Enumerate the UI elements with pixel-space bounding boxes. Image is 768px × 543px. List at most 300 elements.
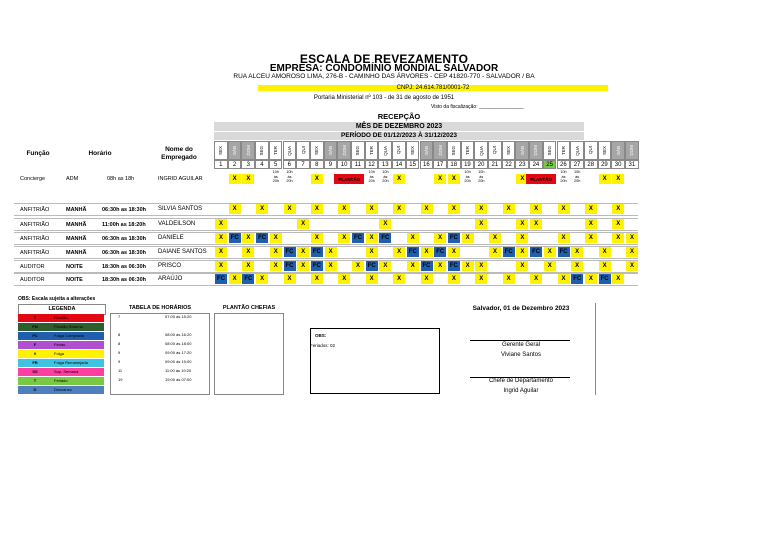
hour-block	[284, 170, 296, 184]
row-horario: 11:00h as 18:20h	[102, 222, 146, 228]
hour-block-line: às	[287, 174, 292, 179]
tabela-code: 8	[118, 332, 121, 337]
day-name: TER	[464, 146, 470, 155]
row-nome: DAIANE SANTOS	[158, 249, 207, 255]
mark-folga: X	[558, 233, 570, 243]
legend-title: LEGENDA	[18, 304, 106, 315]
hour-block-line: 10h	[272, 170, 279, 174]
mark-folga: X	[366, 274, 378, 284]
obs-box	[310, 328, 440, 394]
feriados-note: Feriados: 02	[310, 343, 336, 348]
company-cnpj: CNPJ: 24.614.781/0001-72	[258, 85, 608, 91]
mark-folga: X	[585, 219, 597, 229]
row-turno: MANHÃ	[66, 236, 87, 242]
day-name-cell	[433, 141, 447, 160]
tabela-time: 11:00 às 19:20	[165, 368, 192, 373]
mark-folga-comprada: FC	[436, 249, 445, 255]
mark-folga-comprada: FC	[312, 263, 321, 269]
day-name-cell	[365, 141, 379, 160]
day-name-cell	[557, 141, 571, 160]
legend-label: Feriado	[52, 377, 104, 385]
day-name: DOM	[245, 145, 251, 156]
row-turno: NOITE	[66, 277, 83, 283]
mark-folga: X	[407, 233, 419, 243]
legend-code: FC	[18, 332, 52, 340]
day-number: 6	[283, 160, 297, 169]
signature-role-1: Gerente Geral	[501, 342, 541, 348]
hour-block-line: 10h	[464, 170, 471, 174]
hour-block-line: 20h	[574, 179, 581, 184]
day-name-cell	[324, 141, 338, 160]
day-number: 1	[214, 160, 228, 169]
legend-item	[18, 323, 104, 331]
mark-folga: X	[338, 274, 350, 284]
concierge-funcao: Concierge	[20, 176, 46, 182]
mark-folga: X	[462, 233, 474, 243]
legend-label: Folga Comprada	[52, 332, 104, 340]
mark-folga: X	[229, 174, 241, 184]
mark-folga: X	[612, 204, 624, 214]
legend-label: Folga Remanejada	[52, 359, 104, 367]
day-name-cell	[378, 141, 392, 160]
mark-folga: X	[503, 274, 515, 284]
day-number: 9	[324, 160, 338, 169]
mark-folga: X	[215, 261, 227, 271]
row-horario: 18:30h as 06:30h	[102, 277, 147, 283]
hour-block-line: 20h	[382, 179, 389, 184]
mark-folga: X	[297, 219, 309, 229]
mark-folga: X	[612, 274, 624, 284]
day-name: SEG	[355, 145, 361, 156]
mark-folga: X	[516, 247, 528, 257]
day-name-cell	[543, 141, 557, 160]
obs-note: OBS: Escala sujeita a alterações	[18, 296, 96, 302]
mark-folga: X	[393, 204, 405, 214]
mark-folga: X	[242, 261, 254, 271]
hour-block-line: 20h	[368, 179, 375, 184]
hour-block	[270, 170, 282, 184]
day-name: TER	[560, 146, 566, 155]
hour-block	[462, 170, 474, 184]
day-name: DOM	[437, 145, 443, 156]
day-name: SEG	[259, 145, 265, 156]
day-name: SEG	[451, 145, 457, 156]
tabela-time: 08:00 às 18:00	[165, 341, 192, 346]
mark-folga: X	[407, 261, 419, 271]
day-name-cell	[351, 141, 365, 160]
tabela-time: 09:00 às 19:00	[165, 359, 192, 364]
day-number: 21	[488, 160, 502, 169]
day-number: 2	[228, 160, 242, 169]
day-number: 23	[515, 160, 529, 169]
hour-block	[558, 170, 570, 184]
signature-name-1: Viviane Santos	[501, 352, 541, 358]
period-title: PERÍODO DE 01/12/2023 À 31/12/2023	[214, 132, 584, 140]
tabela-time: 08:00 às 16:20	[165, 332, 192, 337]
legend-code: T	[18, 314, 52, 322]
day-number: 25	[543, 160, 557, 169]
legend-code: D	[18, 386, 52, 394]
day-name: SÁB	[232, 145, 238, 155]
day-name-cell	[461, 141, 475, 160]
day-name-cell	[611, 141, 625, 160]
legend-label: Descanso	[52, 386, 104, 394]
row-funcao: ANFITRIÃO	[20, 207, 50, 213]
legend-item	[18, 332, 104, 340]
mark-plantao: PLANTÃO	[526, 174, 556, 184]
tabela-code: 8	[118, 341, 121, 346]
col-nome: Nome do Empregado	[161, 146, 197, 161]
mark-folga: X	[284, 274, 296, 284]
mark-folga: X	[379, 261, 391, 271]
legend-code: FR	[18, 359, 52, 367]
legend-code: SS	[18, 368, 52, 376]
row-nome: SILVIA SANTOS	[158, 206, 203, 212]
concierge-nome: INGRID AGUILAR	[158, 176, 203, 182]
tabela-title: TABELA DE HORÁRIOS	[128, 305, 192, 311]
row-nome: DANIELE	[158, 235, 184, 241]
day-name-cell	[337, 141, 351, 160]
day-name: SEX	[314, 145, 320, 155]
mark-folga: X	[434, 233, 446, 243]
mark-folga: X	[626, 247, 638, 257]
hour-block-line: 20h	[478, 179, 485, 184]
day-name: DOM	[629, 145, 635, 156]
mark-folga: X	[229, 274, 241, 284]
legend-label: Sup. Semana	[52, 368, 104, 376]
row-horario: 06:30h as 18:30h	[102, 207, 147, 213]
mark-folga: X	[530, 219, 542, 229]
day-name-cell	[488, 141, 502, 160]
mark-folga: X	[448, 274, 460, 284]
day-name-cell	[474, 141, 488, 160]
mark-folga: X	[489, 247, 501, 257]
signature-name-2: Ingrid Aguilar	[503, 388, 539, 394]
day-name-cell	[214, 141, 228, 160]
mark-folga: X	[352, 261, 364, 271]
legend-item	[18, 386, 104, 394]
signature-line-1	[470, 340, 570, 341]
hour-block-line: às	[383, 174, 388, 179]
mark-folga-comprada: FC	[600, 276, 609, 282]
mark-folga-comprada: FC	[285, 263, 294, 269]
day-name: QUA	[286, 145, 292, 156]
day-name-cell	[310, 141, 324, 160]
mark-folga: X	[421, 274, 433, 284]
legend-label: Folga	[52, 350, 104, 358]
hour-block	[571, 170, 583, 184]
hour-block-line: às	[561, 174, 566, 179]
day-name: DOM	[533, 145, 539, 156]
hour-block-line: às	[369, 174, 374, 179]
day-name-cell	[529, 141, 543, 160]
hour-block-line: às	[575, 174, 580, 179]
mark-folga: X	[571, 261, 583, 271]
mark-folga: X	[379, 219, 391, 229]
mark-folga: X	[475, 261, 487, 271]
row-turno: MANHÃ	[66, 222, 87, 228]
day-number: 4	[255, 160, 269, 169]
plantao-box	[214, 313, 284, 395]
row-funcao: ANFITRIÃO	[20, 250, 50, 256]
mark-folga-comprada: FC	[449, 235, 458, 241]
mark-folga: X	[516, 174, 528, 184]
day-name-cell	[241, 141, 255, 160]
mark-folga-comprada: FC	[408, 249, 417, 255]
legend-item	[18, 377, 104, 385]
tabela-time: 09:00 às 17:20	[165, 350, 192, 355]
tabela-code: 11	[118, 368, 123, 373]
day-number: 13	[378, 160, 392, 169]
legend-item	[18, 368, 104, 376]
mark-folga-comprada: FC	[422, 263, 431, 269]
day-number: 14	[392, 160, 406, 169]
legend-label: Férias	[52, 341, 104, 349]
day-name: QUI	[300, 146, 306, 155]
mark-folga-comprada: FC	[312, 249, 321, 255]
company-address: RUA ALCEU AMOROSO LIMA, 276-B - CAMINHO DAS ÁRVORES - CEP 41820-770 - SALVADOR / BA	[233, 73, 535, 80]
tabela-time: 07:00 às 15:20	[165, 314, 192, 319]
day-name: SÁB	[327, 145, 333, 155]
mark-folga: X	[242, 233, 254, 243]
day-number: 28	[584, 160, 598, 169]
mark-folga: X	[448, 247, 460, 257]
row-nome: VALDEILSON	[158, 221, 196, 227]
day-name-cell	[625, 141, 639, 160]
day-name-cell	[296, 141, 310, 160]
legend-code: PN	[18, 323, 52, 331]
legend-item	[18, 314, 104, 322]
mark-folga: X	[626, 233, 638, 243]
row-funcao: ANFITRIÃO	[20, 236, 50, 242]
day-name: QUI	[588, 146, 594, 155]
row-turno: MANHÃ	[66, 250, 87, 256]
mark-folga: X	[270, 233, 282, 243]
signature-date: Salvador, 01 de Dezembro 2023	[472, 305, 570, 312]
row-funcao: ANFITRIÃO	[20, 222, 50, 228]
day-name: DOM	[341, 145, 347, 156]
company-name: EMPRESA: CONDOMÍNIO MONDIAL SALVADOR	[269, 63, 499, 74]
day-name: QUI	[492, 146, 498, 155]
mark-folga: X	[475, 219, 487, 229]
mark-folga: X	[366, 204, 378, 214]
tabela-code: 9	[118, 359, 121, 364]
mark-folga-comprada: FC	[532, 249, 541, 255]
day-name-cell	[584, 141, 598, 160]
mark-folga-comprada: FC	[217, 276, 225, 282]
day-number: 24	[529, 160, 543, 169]
tabela-code: 19	[118, 377, 123, 382]
mark-folga: X	[434, 174, 446, 184]
day-number: 8	[310, 160, 324, 169]
row-horario: 18:30h as 06:30h	[102, 264, 147, 270]
day-number: 7	[296, 160, 310, 169]
mark-folga: X	[311, 274, 323, 284]
day-name: TER	[273, 146, 279, 155]
day-name-cell	[392, 141, 406, 160]
day-name-cell	[255, 141, 269, 160]
mark-folga: X	[448, 174, 460, 184]
day-name-cell	[420, 141, 434, 160]
mark-folga: X	[585, 204, 597, 214]
mark-folga: X	[558, 204, 570, 214]
hour-block	[366, 170, 378, 184]
mark-folga: X	[270, 247, 282, 257]
legend-label: Plantão Noturno	[52, 323, 104, 331]
day-name-cell	[283, 141, 297, 160]
day-number: 19	[461, 160, 475, 169]
mark-folga: X	[215, 233, 227, 243]
mark-folga: X	[256, 274, 268, 284]
mark-folga: X	[297, 247, 309, 257]
row-funcao: AUDITOR	[20, 277, 45, 283]
mark-folga: X	[516, 233, 528, 243]
row-nome: PRISCO	[158, 263, 182, 269]
day-number: 29	[598, 160, 612, 169]
day-name-cell	[447, 141, 461, 160]
day-name: TER	[369, 146, 375, 155]
day-number: 31	[625, 160, 639, 169]
day-name-cell	[570, 141, 584, 160]
mark-folga: X	[338, 233, 350, 243]
mark-folga-comprada: FC	[573, 276, 582, 282]
hour-block-line: às	[273, 174, 278, 179]
day-name: QUI	[396, 146, 402, 155]
hour-block-line: 20h	[286, 179, 293, 184]
day-name: QUA	[382, 145, 388, 156]
row-horario: 06:30h as 18:30h	[102, 236, 147, 242]
day-number: 10	[337, 160, 351, 169]
day-name-cell	[502, 141, 516, 160]
row-nome: ARAÚJO	[158, 276, 183, 282]
mark-folga: X	[270, 261, 282, 271]
mark-folga: X	[530, 274, 542, 284]
day-name: QUA	[574, 145, 580, 156]
day-name: SEX	[506, 145, 512, 155]
mark-folga: X	[421, 204, 433, 214]
legend-label: Plantão	[52, 314, 104, 322]
mark-folga: X	[475, 204, 487, 214]
row-turno: MANHÃ	[66, 207, 87, 213]
legend-item	[18, 350, 104, 358]
day-number: 22	[502, 160, 516, 169]
day-number: 11	[351, 160, 365, 169]
mark-folga-comprada: FC	[258, 235, 267, 241]
hour-block-line: 10h	[286, 170, 293, 174]
mark-folga: X	[215, 219, 227, 229]
day-name: SEX	[218, 145, 224, 155]
mark-folga: X	[585, 233, 597, 243]
hour-block-line: 10h	[560, 170, 567, 174]
hour-block-line: 20h	[272, 179, 279, 184]
mark-folga: X	[612, 233, 624, 243]
mark-folga: X	[242, 247, 254, 257]
tabela-code: 7	[118, 314, 121, 319]
hour-block-line: 10h	[368, 170, 375, 174]
mark-folga-comprada: FC	[230, 235, 239, 241]
mark-folga: X	[599, 261, 611, 271]
day-number: 18	[447, 160, 461, 169]
mark-folga: X	[434, 261, 446, 271]
mark-folga: X	[544, 261, 556, 271]
day-name: QUA	[478, 145, 484, 156]
mark-folga-comprada: FC	[504, 249, 513, 255]
col-horario: Horário	[88, 150, 112, 157]
mark-folga: X	[558, 274, 570, 284]
mark-folga: X	[626, 261, 638, 271]
legend-item	[18, 359, 104, 367]
hour-block-line: 10h	[382, 170, 389, 174]
hour-block-line: 20h	[464, 179, 471, 184]
day-number: 15	[406, 160, 420, 169]
day-name-cell	[269, 141, 283, 160]
legend-code: T	[18, 377, 52, 385]
signature-role-2: Chefe de Departamento	[488, 378, 554, 384]
day-name: SÁB	[423, 145, 429, 155]
mark-folga: X	[612, 174, 624, 184]
hour-block-line: às	[479, 174, 484, 179]
concierge-turno: ADM	[66, 176, 79, 182]
mark-folga: X	[325, 261, 337, 271]
mark-folga: X	[393, 247, 405, 257]
hour-block	[475, 170, 487, 184]
day-number: 17	[433, 160, 447, 169]
mark-folga: X	[503, 204, 515, 214]
day-name-cell	[406, 141, 420, 160]
mark-folga-comprada: FC	[244, 276, 253, 282]
day-name: SEX	[601, 145, 607, 155]
day-number: 27	[570, 160, 584, 169]
mark-folga: X	[311, 174, 323, 184]
mark-folga: X	[585, 274, 597, 284]
mark-folga: X	[448, 204, 460, 214]
visto-fiscalizacao: Visto da fiscalização: ________________	[431, 104, 524, 110]
day-name: SEG	[547, 145, 553, 156]
tabela-code: 9	[118, 350, 121, 355]
mark-folga-comprada: FC	[285, 249, 294, 255]
tabela-time: 19:00 às 07:00	[165, 377, 192, 382]
mark-folga: X	[311, 204, 323, 214]
day-number: 20	[474, 160, 488, 169]
mark-folga-comprada: FC	[449, 263, 458, 269]
mark-folga: X	[297, 261, 309, 271]
mark-folga: X	[421, 247, 433, 257]
day-number: 16	[420, 160, 434, 169]
mark-folga-comprada: FC	[381, 235, 390, 241]
mark-folga: X	[530, 204, 542, 214]
mark-folga: X	[242, 174, 254, 184]
hour-block-line: às	[465, 174, 470, 179]
row-funcao: AUDITOR	[20, 264, 45, 270]
legend-item	[18, 341, 104, 349]
mark-folga: X	[571, 247, 583, 257]
mark-plantao: PLANTÃO	[334, 174, 364, 184]
hour-block-line: 10h	[478, 170, 485, 174]
mark-folga: X	[393, 174, 405, 184]
month-title: MÊS DE DEZEMBRO 2023	[214, 122, 584, 131]
mark-folga: X	[475, 274, 487, 284]
mark-folga: X	[393, 274, 405, 284]
day-name: SÁB	[519, 145, 525, 155]
mark-folga: X	[256, 204, 268, 214]
day-number: 12	[365, 160, 379, 169]
portaria: Portaria Ministerial nº 103 - de 31 de agosto de 1951	[313, 95, 455, 101]
mark-folga: X	[599, 174, 611, 184]
mark-folga-comprada: FC	[559, 249, 568, 255]
mark-folga: X	[284, 204, 296, 214]
mark-folga: X	[599, 247, 611, 257]
day-name: SEX	[410, 145, 416, 155]
